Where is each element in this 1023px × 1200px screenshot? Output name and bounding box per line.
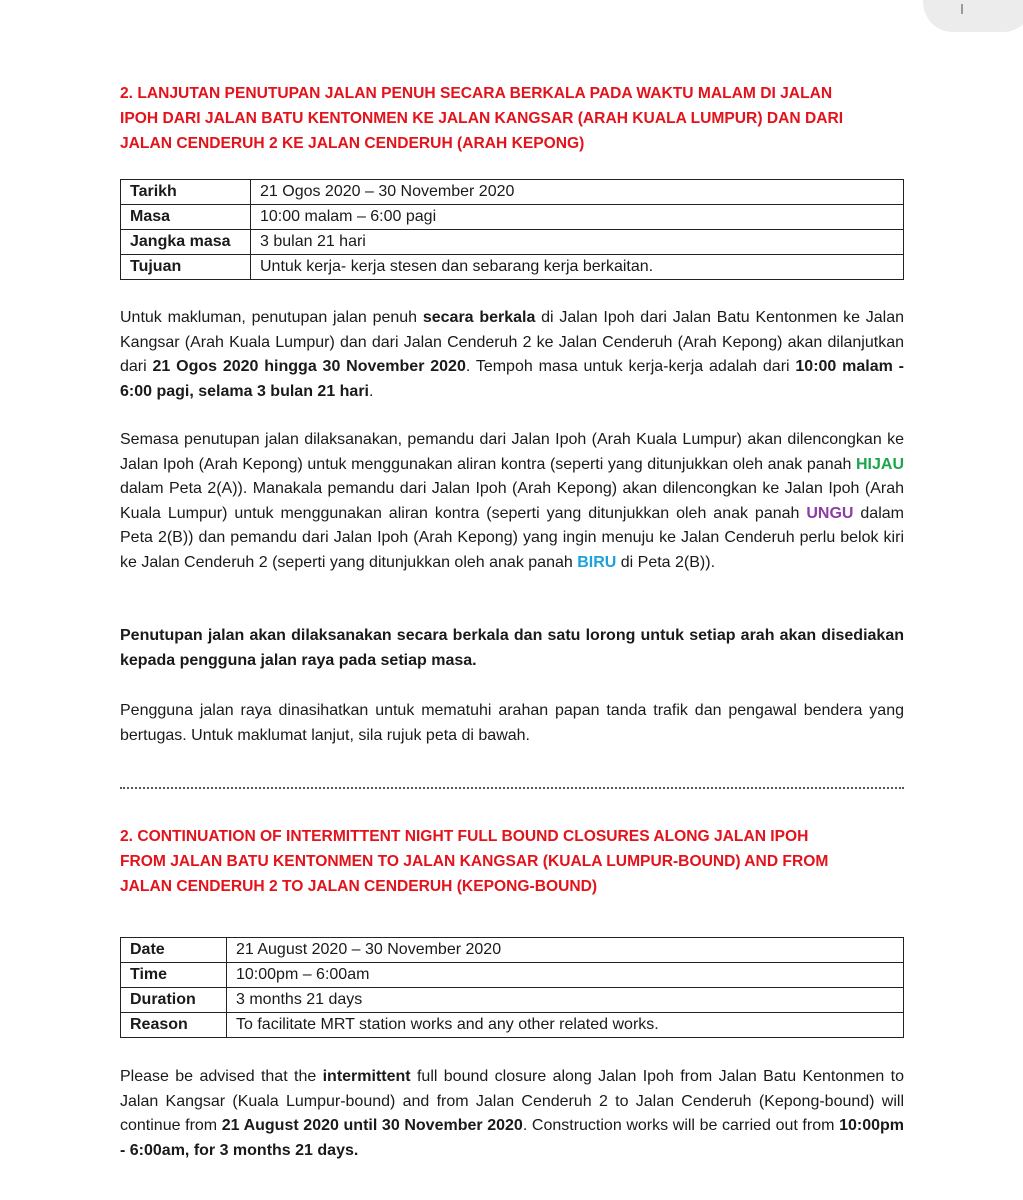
table-row [121,230,904,255]
table-value: 10:00pm – 6:00am [227,963,904,988]
table-label: Jangka masa [121,230,251,255]
table-label: Time [121,963,227,988]
corner-tab-mark [961,4,963,14]
table-row [121,963,904,988]
table-row [121,938,904,963]
corner-tab [923,0,1023,32]
table-row [121,988,904,1013]
table-label: Date [121,938,227,963]
table-value: 3 months 21 days [227,988,904,1013]
table-value: 21 August 2020 – 30 November 2020 [227,938,904,963]
green-arrow-label: HIJAU [855,455,904,473]
english-info-table [120,937,904,1038]
malay-info-table [120,179,904,280]
malay-heading [120,81,906,156]
section-divider [120,787,904,789]
table-row [121,180,904,205]
table-label: Reason [121,1013,227,1038]
malay-heading-line: JALAN CENDERUH 2 KE JALAN CENDERUH (ARAH KEPONG) [120,135,585,152]
table-label: Masa [121,205,251,230]
english-heading-line: JALAN CENDERUH 2 TO JALAN CENDERUH (KEPONG-BOUND) [120,878,598,895]
english-heading-line: FROM JALAN BATU KENTONMEN TO JALAN KANGSAR (KUALA LUMPUR-BOUND) AND FROM [120,853,829,870]
table-label: Tarikh [121,180,251,205]
table-value: 10:00 malam – 6:00 pagi [251,205,904,230]
table-value: To facilitate MRT station works and any other related works. [227,1013,904,1038]
blue-arrow-label: BIRU [577,553,617,571]
english-heading [120,824,906,899]
table-value: 21 Ogos 2020 – 30 November 2020 [251,180,904,205]
english-paragraph-dates: Please be advised that the intermittent full bound closure along Jalan Ipoh from Jalan Batu Kentonmen to Jalan Kangsar (Kuala Lumpur-bound) and from Jalan Cenderuh 2 to Jalan Cenderuh (Kepong-bound) will continue from 21 August 2020 until 30 November 2020. Construction works will be carried out from 10:00pm - 6:00am, for 3 months 21 days. [120,1068,904,1159]
table-label: Duration [121,988,227,1013]
purple-arrow-label: UNGU [806,504,854,522]
table-label: Tujuan [121,255,251,280]
malay-paragraph-dates: Untuk makluman, penutupan jalan penuh secara berkala di Jalan Ipoh dari Jalan Batu Kentonmen ke Jalan Kangsar (Arah Kuala Lumpur) dan dari Jalan Cenderuh 2 ke Jalan Cenderuh (Arah Kepong) akan dilanjutkan dari 21 Ogos 2020 hingga 30 November 2020. Tempoh masa untuk kerja-kerja adalah dari 10:00 malam - 6:00 pagi, selama 3 bulan 21 hari. [120,309,905,400]
malay-heading-line: 2. LANJUTAN PENUTUPAN JALAN PENUH SECARA BERKALA PADA WAKTU MALAM DI JALAN [120,85,833,102]
malay-paragraph-advice: Pengguna jalan raya dinasihatkan untuk mematuhi arahan papan tanda trafik dan pengawal bendera yang bertugas. Untuk maklumat lanjut, sila rujuk peta di bawah. [120,702,904,744]
malay-heading-line: IPOH DARI JALAN BATU KENTONMEN KE JALAN KANGSAR (ARAH KUALA LUMPUR) DAN DARI [120,110,844,127]
table-row [121,255,904,280]
malay-paragraph-lane-note: Penutupan jalan akan dilaksanakan secara berkala dan satu lorong untuk setiap arah akan disediakan kepada pengguna jalan raya pada setiap masa. [120,627,904,669]
table-value: Untuk kerja- kerja stesen dan sebarang kerja berkaitan. [251,255,904,280]
table-row [121,1013,904,1038]
english-heading-line: 2. CONTINUATION OF INTERMITTENT NIGHT FULL BOUND CLOSURES ALONG JALAN IPOH [120,828,809,845]
malay-paragraph-diversion: Semasa penutupan jalan dilaksanakan, pemandu dari Jalan Ipoh (Arah Kuala Lumpur) akan dilencongkan ke Jalan Ipoh (Arah Kepong) untuk menggunakan aliran kontra (seperti yang ditunjukkan oleh anak panah HIJAU dalam Peta 2(A)). Manakala pemandu dari Jalan Ipoh (Arah Kepong) akan dilencongkan ke Jalan Ipoh (Arah Kuala Lumpur) untuk menggunakan aliran kontra (seperti yang ditunjukkan oleh anak panah UNGU dalam Peta 2(B)) dan pemandu dari Jalan Ipoh (Arah Kepong) yang ingin menuju ke Jalan Cenderuh perlu belok kiri ke Jalan Cenderuh 2 (seperti yang ditunjukkan oleh anak panah BIRU di Peta 2(B)). [120,431,904,571]
table-row [121,205,904,230]
table-value: 3 bulan 21 hari [251,230,904,255]
